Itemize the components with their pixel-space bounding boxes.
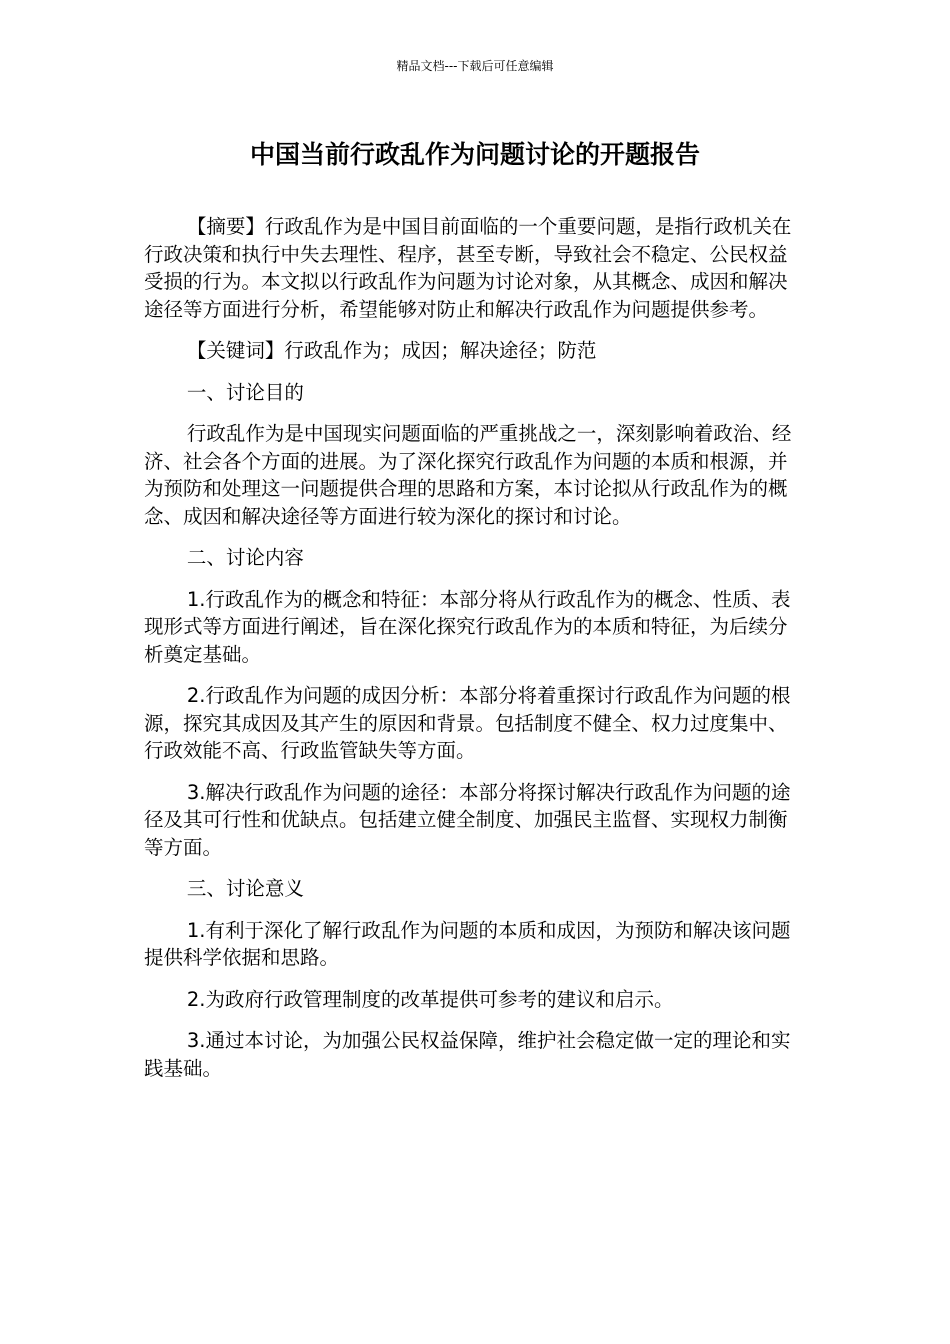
section-heading-significance: 三、讨论意义 xyxy=(186,877,304,900)
section-heading-purpose: 一、讨论目的 xyxy=(186,380,304,404)
page-header-note: 精品文档---下载后可任意编辑 xyxy=(396,59,554,73)
significance-item-1: 1.有利于深化了解行政乱作为问题的本质和成因，为预防和解决该问题提供科学依据和思路。 xyxy=(144,918,791,969)
document-title: 中国当前行政乱作为问题讨论的开题报告 xyxy=(249,140,700,169)
significance-item-3: 3.通过本讨论，为加强公民权益保障，维护社会稳定做一定的理论和实践基础。 xyxy=(144,1029,791,1080)
abstract-paragraph: 【摘要】行政乱作为是中国目前面临的一个重要问题，是指行政机关在行政决策和执行中失去理性、程序，甚至专断，导致社会不稳定、公民权益受损的行为。本文拟以行政乱作为问题为讨论对象，从其概念、成因和解决途径等方面进行分析，希望能够对防止和解决行政乱作为问题提供参考。 xyxy=(144,215,792,321)
content-item-3: 3.解决行政乱作为问题的途径：本部分将探讨解决行政乱作为问题的途径及其可行性和优缺点。包括建立健全制度、加强民主监督、实现权力制衡等方面。 xyxy=(144,780,791,859)
content-item-2: 2.行政乱作为问题的成因分析：本部分将着重探讨行政乱作为问题的根源，探究其成因及其产生的原因和背景。包括制度不健全、权力过度集中、行政效能不高、行政监管缺失等方面。 xyxy=(144,684,791,762)
section-heading-content: 二、讨论内容 xyxy=(186,546,304,569)
content-item-1: 1.行政乱作为的概念和特征：本部分将从行政乱作为的概念、性质、表现形式等方面进行阐述，旨在深化探究行政乱作为的本质和特征，为后续分析奠定基础。 xyxy=(144,587,791,666)
keywords-paragraph: 【关键词】行政乱作为；成因；解决途径；防范 xyxy=(186,339,597,362)
purpose-paragraph: 行政乱作为是中国现实问题面临的严重挑战之一，深刻影响着政治、经济、社会各个方面的进展。为了深化探究行政乱作为问题的本质和根源，并为预防和处理这一问题提供合理的思路和方案，本讨论拟从行政乱作为的概念、成因和解决途径等方面进行较为深化的探讨和讨论。 xyxy=(144,422,792,528)
document-body xyxy=(144,213,804,1096)
significance-item-2: 2.为政府行政管理制度的改革提供可参考的建议和启示。 xyxy=(186,987,674,1011)
